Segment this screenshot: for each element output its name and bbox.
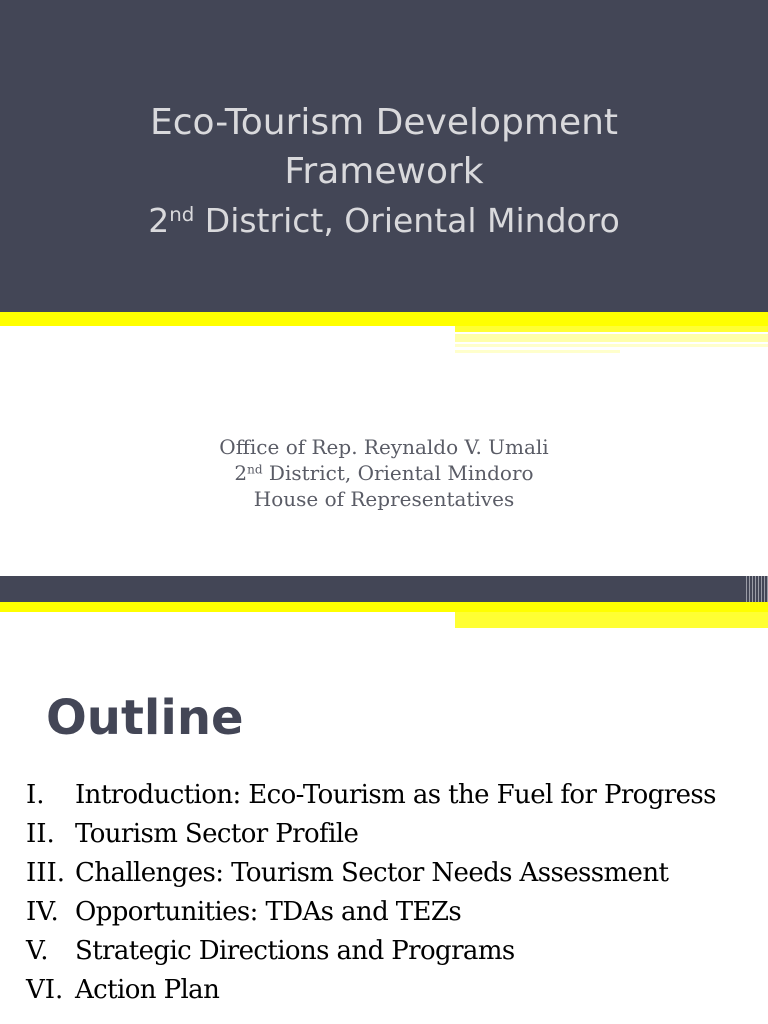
outline-item-number: II. xyxy=(26,819,55,849)
office-line: Office of Rep. Reynaldo V. Umali xyxy=(219,435,549,459)
subtitle-ordinal: 2 xyxy=(148,201,170,240)
outline-item xyxy=(26,815,768,854)
district-ordinal-suffix: nd xyxy=(247,462,263,477)
yellow-accent-stripe-fade xyxy=(455,344,768,347)
outline-list xyxy=(26,776,768,1010)
slide-title-line2: Framework xyxy=(284,151,484,192)
outline-title: Outline xyxy=(46,690,244,746)
yellow-accent-stripe-fade xyxy=(455,350,620,353)
yellow-accent-stripe xyxy=(0,602,768,612)
outline-slide-header-bar xyxy=(0,576,768,602)
yellow-accent-stripe-fade xyxy=(455,326,768,332)
outline-item xyxy=(26,776,768,815)
outline-item xyxy=(26,893,768,932)
subtitle-text: District, Oriental Mindoro xyxy=(194,201,620,240)
slide-subtitle xyxy=(0,200,768,242)
district-ordinal: 2 xyxy=(234,461,248,485)
house-line: House of Representatives xyxy=(253,487,515,511)
outline-item-number: VI. xyxy=(26,975,64,1005)
outline-item xyxy=(26,971,768,1010)
outline-item xyxy=(26,854,768,893)
outline-item-text: Opportunities: TDAs and TEZs xyxy=(75,897,462,927)
office-district-line xyxy=(0,460,768,486)
outline-item-number: IV. xyxy=(26,897,59,927)
outline-item-text: Action Plan xyxy=(75,975,220,1005)
subtitle-ordinal-suffix: nd xyxy=(169,203,195,227)
outline-item-number: V. xyxy=(26,936,49,966)
header-bar-texture xyxy=(744,576,768,602)
outline-item-text: Introduction: Eco-Tourism as the Fuel for Progress xyxy=(75,780,716,810)
outline-item-text: Strategic Directions and Programs xyxy=(75,936,515,966)
yellow-accent-stripe-fade xyxy=(455,612,768,628)
yellow-accent-stripe xyxy=(0,312,768,326)
district-text: District, Oriental Mindoro xyxy=(262,461,534,485)
outline-item xyxy=(26,932,768,971)
outline-item-text: Challenges: Tourism Sector Needs Assessment xyxy=(75,858,669,888)
yellow-accent-stripe-fade xyxy=(455,334,768,342)
outline-item-number: III. xyxy=(26,858,66,888)
outline-item-number: I. xyxy=(26,780,45,810)
slide-title-line1: Eco-Tourism Development xyxy=(149,102,619,143)
outline-item-text: Tourism Sector Profile xyxy=(75,819,359,849)
office-block xyxy=(0,434,768,512)
